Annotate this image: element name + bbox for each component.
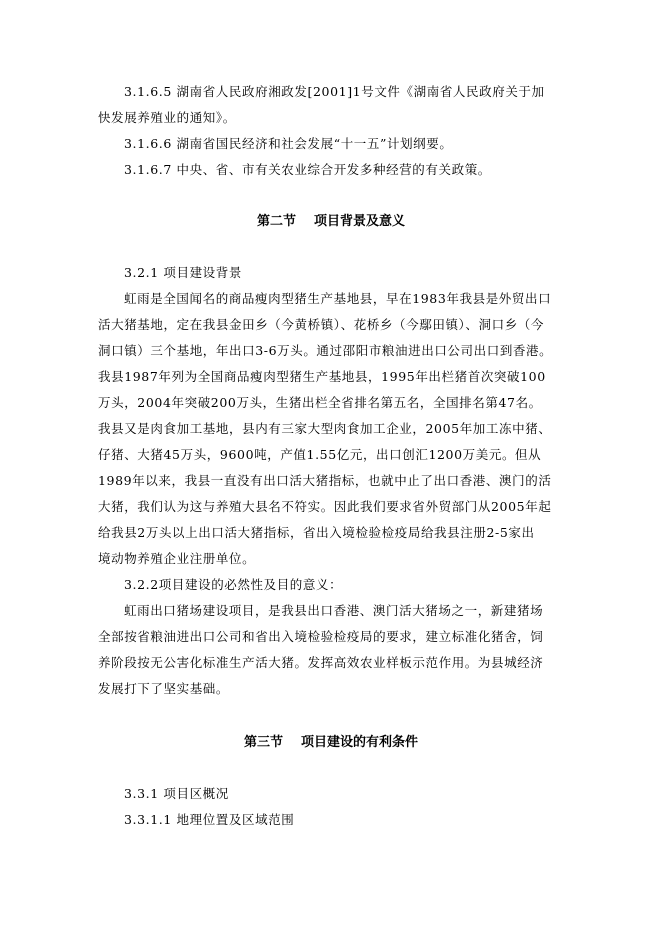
paragraph-line: 给我县2万头以上出口活大猪指标，省出入境检验检疫局给我县注册2-5家出	[98, 525, 535, 540]
reference-line: 快发展养殖业的通知》。	[98, 110, 236, 125]
paragraph-line: 我县1987年列为全国商品瘦肉型猪生产基地县，1995年出栏猪首次突破100	[98, 369, 546, 384]
paragraph-line: 发展打下了坚实基础。	[98, 681, 230, 696]
paragraph-line: 洞口镇）三个基地，年出口3-6万头。通过邵阳市粮油进出口公司出口到香港。	[98, 343, 553, 358]
reference-line: 3.1.6.7 中央、省、市有关农业综合开发多种经营的有关政策。	[124, 162, 491, 177]
section-heading: 第三节 项目建设的有利条件	[243, 735, 419, 750]
subsection-title: 3.2.2项目建设的必然性及目的意义：	[124, 577, 343, 592]
reference-line: 3.1.6.5 湖南省人民政府湘政发[2001]1号文件《湖南省人民政府关于加	[124, 84, 545, 99]
section-heading: 第二节 项目背景及意义	[256, 214, 406, 229]
paragraph-line: 我县又是肉食加工基地，县内有三家大型肉食加工企业，2005年加工冻中猪、	[98, 421, 552, 436]
paragraph-line: 虹雨出口猪场建设项目，是我县出口香港、澳门活大猪场之一，新建猪场	[124, 603, 544, 618]
paragraph-line: 境动物养殖企业注册单位。	[98, 551, 256, 566]
subsection-title: 3.3.1.1 地理位置及区域范围	[124, 812, 295, 827]
paragraph-line: 养阶段按无公害化标准生产活大猪。发挥高效农业样板示范作用。为县城经济	[98, 655, 544, 670]
paragraph-line: 活大猪基地，定在我县金田乡（今黄桥镇）、花桥乡（今鄢田镇）、洞口乡（今	[98, 317, 545, 332]
paragraph-line: 大猪，我们认为这与养殖大县名不符实。因此我们要求省外贸部门从2005年起	[98, 499, 552, 514]
subsection-title: 3.2.1 项目建设背景	[124, 265, 242, 280]
paragraph-line: 万头，2004年突破200万头，生猪出栏全省排名第五名，全国排名第47名。	[98, 395, 542, 410]
paragraph-line: 全部按省粮油进出口公司和省出入境检验检疫局的要求，建立标准化猪舍，饲	[98, 629, 544, 644]
paragraph-line: 1989年以来，我县一直没有出口活大猪指标，也就中止了出口香港、澳门的活	[98, 473, 552, 488]
subsection-title: 3.3.1 项目区概况	[124, 786, 229, 801]
paragraph-line: 虹雨是全国闻名的商品瘦肉型猪生产基地县，早在1983年我县是外贸出口	[124, 291, 552, 306]
reference-line: 3.1.6.6 湖南省国民经济和社会发展“十一五”计划纲要。	[124, 136, 453, 151]
paragraph-line: 仔猪、大猪45万头，9600吨，产值1.55亿元，出口创汇1200万美元。但从	[98, 447, 542, 462]
